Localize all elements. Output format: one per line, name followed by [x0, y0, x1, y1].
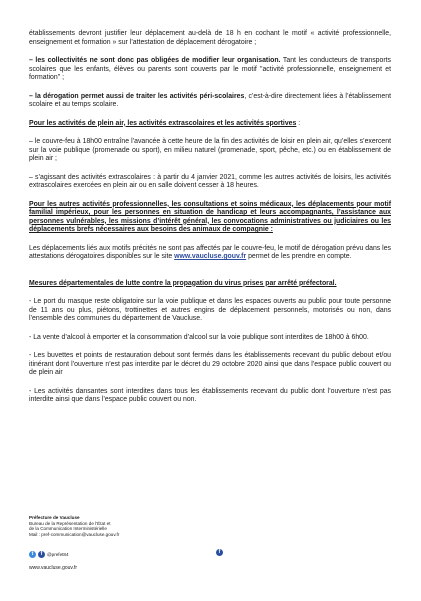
- document-body: [29, 30, 391, 405]
- paragraph-extrascolaire: – s’agissant des activités extrascolaires : à partir du 4 janvier 2021, comme les autres activités de loisirs, les activités extrascolaires exercées en plein air ou en salle doivent cesser à 18 heures.: [29, 173, 391, 189]
- footer-mail: Mail : pref-communication@vaucluse.gouv.fr: [29, 531, 120, 537]
- footer-bureau: Bureau de la Représentation de l’État et: [29, 520, 111, 526]
- heading-other-activities: Pour les autres activités professionnelles, les consultations et soins médicaux, les déplacements pour motif familial impérieux, pour les personnes en situation de handicap et leurs accompagnants, l’assistance aux personnes vulnérables, les missions d’intérêt général, les convocations administratives ou judiciaires ou les déplacements brefs nécessaires aux besoins des animaux de compagnie :: [29, 200, 391, 233]
- paragraph-periscolaire: [29, 93, 391, 110]
- paragraph-curfew-outdoor: – le couvre-feu à 18h00 entraîne l’avancée à cette heure de la fin des activités de loisir en plein air, qu’elles s’exercent sur la voie publique (promenade ou sport), en milieu naturel (promenade, sport, pêche, etc.) ou en établissement de plein air ;: [29, 138, 391, 162]
- paragraph-periscolaire-text: , c’est-à-dire directement liées à l’établissement scolaire et au temps scolaire.: [29, 92, 391, 108]
- vaucluse-website-link[interactable]: www.vaucluse.gouv.fr: [174, 253, 247, 260]
- paragraph-buvettes: - Les buvettes et points de restauration debout sont fermés dans les établissements recevant du public debout et/ou itinérant dont l’ouverture n’est pas interdite par le décret du 29 octobre 2020 ainsi que dans l’espace public couvert ou de plein air: [29, 352, 391, 376]
- social-handle[interactable]: @prefet84: [47, 551, 69, 557]
- heading-outdoor-activities: [29, 120, 391, 129]
- paragraph-dancing: - Les activités dansantes sont interdites dans tous les établissements recevant du public dont l’ouverture n’est pas interdite ainsi que dans l’espace public couvert ou non.: [29, 387, 391, 403]
- paragraph-derogation-text: Les déplacements liés aux motifs précités ne sont pas affectés par le couvre-feu, le motif de dérogation prévu dans les attestations dérogatoires disponibles sur le site: [29, 244, 391, 260]
- paragraph-derogation: [29, 245, 391, 262]
- footer-social: [29, 549, 69, 559]
- footer-website[interactable]: www.vaucluse.gouv.fr: [29, 565, 77, 571]
- twitter-icon[interactable]: t: [29, 551, 36, 558]
- facebook-icon[interactable]: f: [216, 549, 223, 556]
- footer-contact: [29, 515, 391, 537]
- paragraph-collectivities-text: Tant les conducteurs de transports scolaires que les enfants, élèves ou parents sont couverts par le motif "activité professionnelle, enseignement et formation" ;: [29, 57, 391, 81]
- footer-organization: Préfecture de Vaucluse: [29, 515, 80, 520]
- heading-outdoor-activities-colon: :: [296, 119, 301, 127]
- paragraph-derogation-end: permet de les prendre en compte.: [246, 253, 352, 260]
- footer-communication: de la Communication Interministérielle: [29, 526, 107, 532]
- paragraph-collectivities-bold: – les collectivités ne sont donc pas obligées de modifier leur organisation.: [29, 57, 281, 64]
- paragraph-mask: - Le port du masque reste obligatoire sur la voie publique et dans les espaces ouverts au public pour toute personne de 11 ans ou plus, piétons, trottinettes et autres engins de déplacement personnels, motorisés ou non, dans l’ensemble des communes du département de Vaucluse.: [29, 298, 391, 322]
- heading-outdoor-activities-text: Pour les activités de plein air, les activités extrascolaires et les activités sportives: [29, 119, 297, 127]
- paragraph-periscolaire-bold: – la dérogation permet aussi de traiter les activités péri-scolaires: [29, 92, 245, 100]
- paragraph-alcohol: - La vente d’alcool à emporter et la consommation d’alcool sur la voie publique sont interdites de 18h00 à 6h00.: [29, 333, 369, 341]
- paragraph-collectivities: [29, 57, 391, 83]
- paragraph-school-justification: établissements devront justifier leur déplacement au-delà de 18 h en cochant le motif « activité professionnelle, enseignement et formation » sur l’attestation de déplacement dérogatoire ;: [29, 30, 391, 46]
- heading-departmental-measures: Mesures départementales de lutte contre la propagation du virus prises par arrêté préfectoral.: [29, 279, 337, 287]
- facebook-icon[interactable]: f: [38, 551, 45, 558]
